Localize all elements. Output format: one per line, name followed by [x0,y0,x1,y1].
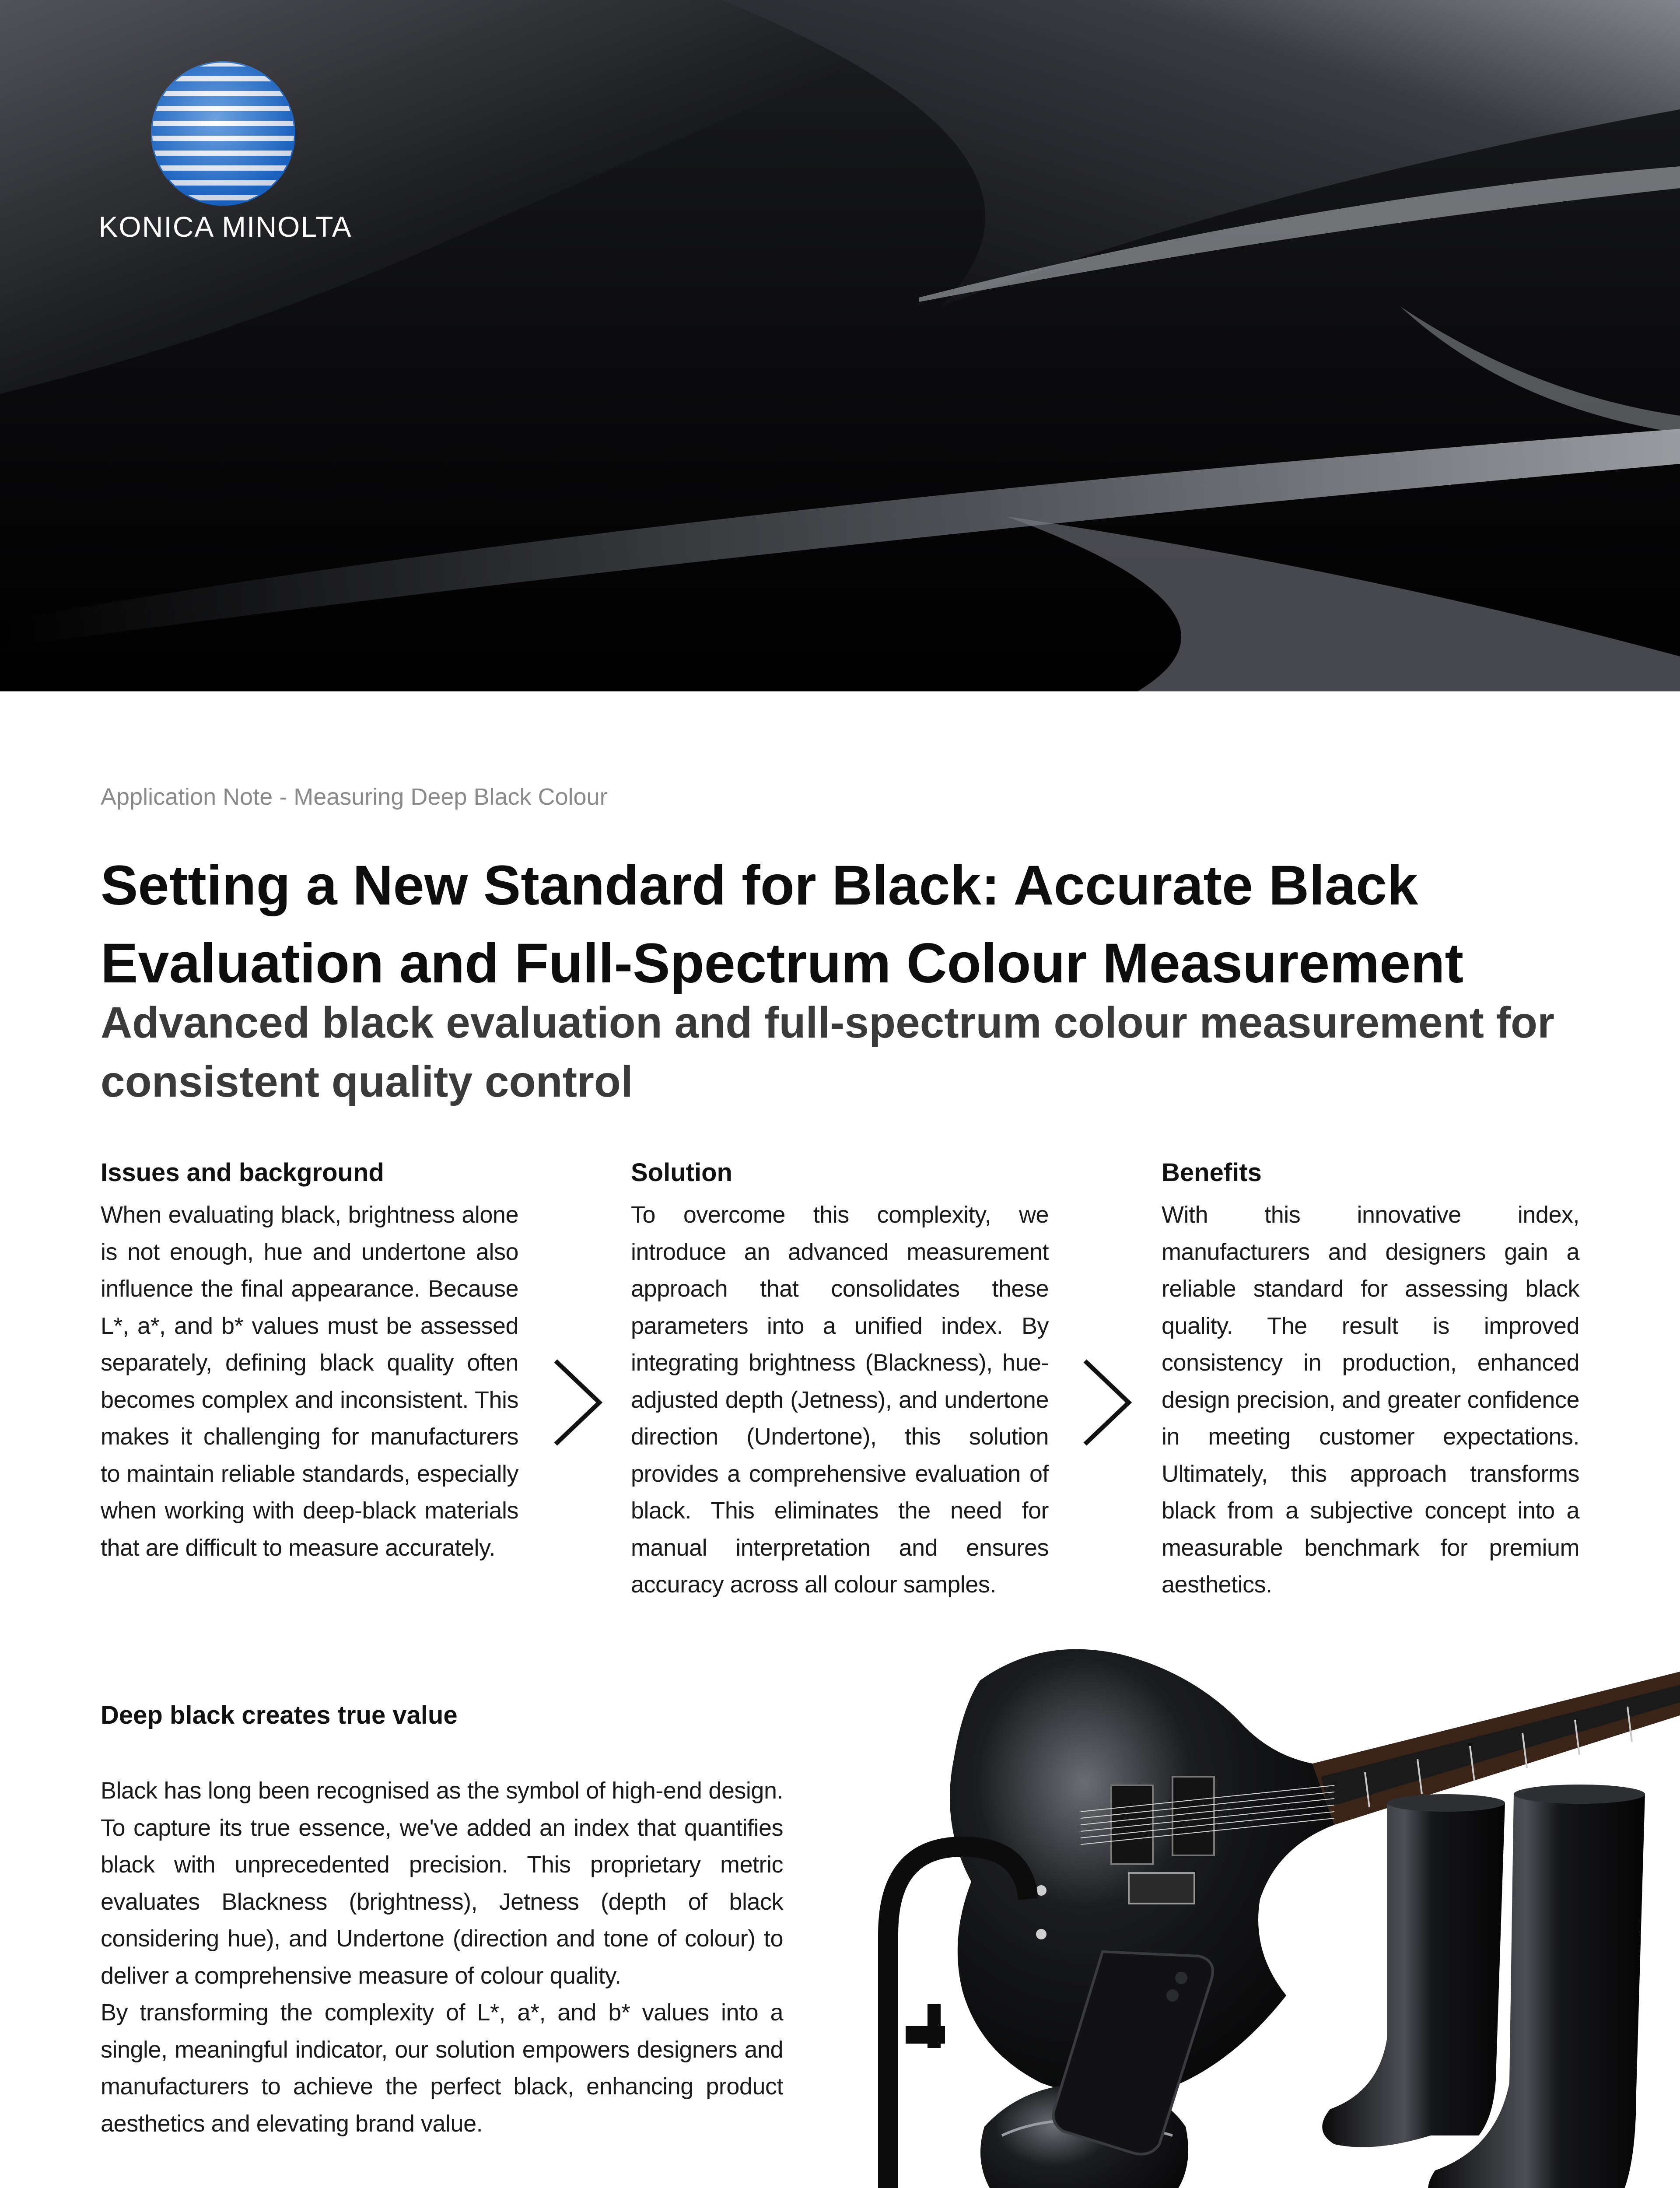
hero-image [0,0,1680,691]
issues-body: When evaluating black, brightness alone is not enough, hue and undertone also influence the final appearance. Because L*, a*, and b* values must be assessed separately, defining black quality often becomes complex and inconsistent. This makes it challenging for manufacturers to maintain reliable standards, especially when working with deep-black materials that are difficult to measure accurately. [101,1202,518,1561]
page-title: Setting a New Standard for Black: Accurate Black Evaluation and Full-Spectrum Colour Measurement [101,854,1464,995]
issues-column [101,1155,518,1566]
konica-minolta-logo [77,61,374,243]
globe-logo-icon [151,61,295,206]
document-label: Application Note - Measuring Deep Black Colour [101,784,608,810]
deep-black-section [101,1698,783,2142]
black-products-image [796,1619,1680,2188]
issues-heading: Issues and background [101,1158,384,1187]
brand-name: KONICA MINOLTA [98,210,352,243]
benefits-column [1162,1155,1579,1603]
benefits-body: With this innovative index, manufacturers and designers gain a reliable standard for assessing black quality. The result is improved consistency in production, enhanced design precision, and greater confidence in meeting customer expectations. Ultimately, this approach transforms black from a subjective concept into a measurable benchmark for premium aesthetics. [1162,1202,1579,1598]
chevron-right-icon [1074,1357,1140,1448]
solution-body: To overcome this complexity, we introduce an advanced measurement approach that consolidates these parameters into a unified index. By integrating brightness (Blackness), hue-adjusted depth (Jetness), and undertone direction (Undertone), this solution provides a comprehensive evaluation of black. This eliminates the need for manual interpretation and ensures accuracy across all colour samples. [631,1202,1049,1598]
chevron-right-icon [545,1357,610,1448]
solution-heading: Solution [631,1158,732,1187]
page-subtitle: Advanced black evaluation and full-spectrum colour measurement for consistent quality control [101,998,1555,1106]
deep-black-paragraph-1: Black has long been recognised as the symbol of high-end design. To capture its true essence, we've added an index that quantifies black with unprecedented precision. This proprietary metric evaluates Blackness (brightness), Jetness (depth of black considering hue), and Undertone (direction and tone of colour) to deliver a comprehensive measure of colour quality. [101,1778,783,1989]
solution-column [631,1155,1049,1603]
deep-black-paragraph-2: By transforming the complexity of L*, a*, and b* values into a single, meaningful indicator, our solution empowers designers and manufacturers to achieve the perfect black, enhancing product aesthetics and elevating brand value. [101,1999,783,2137]
rubber-boots [1322,1785,1645,2188]
benefits-heading: Benefits [1162,1158,1262,1187]
deep-black-heading: Deep black creates true value [101,1701,458,1729]
